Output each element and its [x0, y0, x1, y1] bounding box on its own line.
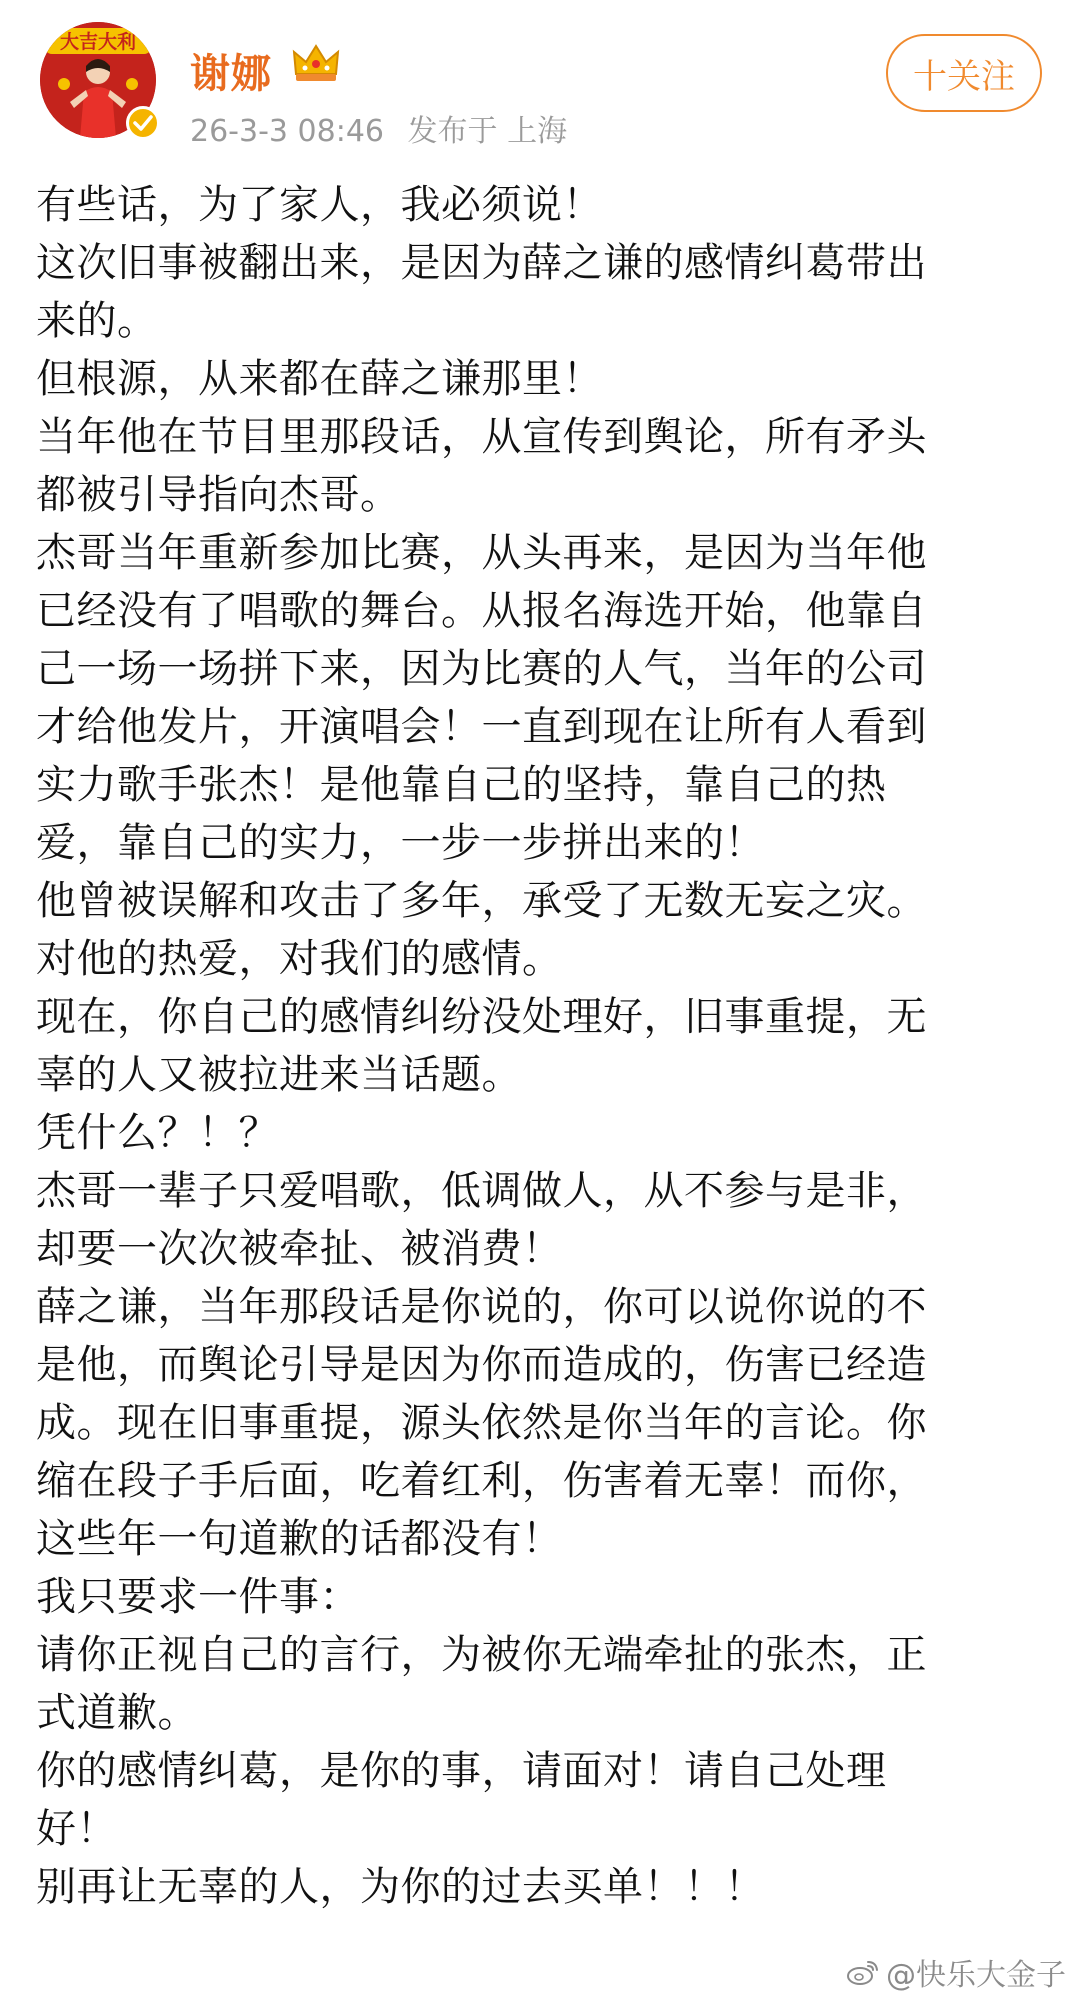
watermark [846, 1950, 1066, 1994]
post-line: 辜的人又被拉进来当话题。 [36, 1052, 522, 1098]
post-line: 现在，你自己的感情纠纷没处理好，旧事重提，无 [36, 994, 927, 1040]
post-line: 才给他发片，开演唱会！一直到现在让所有人看到 [36, 704, 927, 750]
post-line: 凭什么？！？ [36, 1110, 279, 1156]
post-line: 好！ [36, 1806, 117, 1852]
post-meta [190, 106, 581, 150]
post-line: 对他的热爱，对我们的感情。 [36, 936, 563, 982]
verified-badge-icon [126, 106, 160, 140]
avatar-container[interactable] [40, 22, 156, 138]
user-name[interactable]: 谢娜 [190, 51, 272, 97]
post-line: 但根源，从来都在薛之谦那里！ [36, 356, 603, 402]
follow-button[interactable]: 十关注 [886, 34, 1042, 112]
post-line: 当年他在节目里那段话，从宣传到舆论，所有矛头 [36, 414, 927, 460]
avatar-text: 大吉大利 [59, 31, 137, 53]
post-line: 却要一次次被牵扯、被消费！ [36, 1226, 563, 1272]
post-line: 我只要求一件事： [36, 1574, 360, 1620]
post-line: 有些话，为了家人，我必须说！ [36, 182, 603, 228]
post-line: 这些年一句道歉的话都没有！ [36, 1516, 563, 1562]
post-line: 己一场一场拼下来，因为比赛的人气，当年的公司 [36, 646, 927, 692]
post-line: 已经没有了唱歌的舞台。从报名海选开始，他靠自 [36, 588, 927, 634]
post-line: 是他，而舆论引导是因为你而造成的，伤害已经造 [36, 1342, 927, 1388]
post-line: 他曾被误解和攻击了多年，承受了无数无妄之灾。 [36, 878, 927, 924]
post-line: 式道歉。 [36, 1690, 198, 1736]
post-line: 实力歌手张杰！是他靠自己的坚持，靠自己的热 [36, 762, 887, 808]
crown-icon [290, 40, 342, 84]
post-line: 成。现在旧事重提，源头依然是你当年的言论。你 [36, 1400, 927, 1446]
post-location: 发布于 上海 [407, 114, 568, 149]
post-line: 杰哥一辈子只爱唱歌，低调做人，从不参与是非， [36, 1168, 927, 1214]
post-header [0, 0, 1080, 170]
post-line: 你的感情纠葛，是你的事，请面对！请自己处理 [36, 1748, 887, 1794]
post-line: 杰哥当年重新参加比赛，从头再来，是因为当年他 [36, 530, 927, 576]
post-body [36, 176, 1036, 1916]
weibo-logo-icon [846, 1958, 880, 1986]
post-date: 26-3-3 08:46 [190, 114, 384, 149]
post-line: 这次旧事被翻出来，是因为薛之谦的感情纠葛带出 [36, 240, 927, 286]
post-line: 请你正视自己的言行，为被你无端牵扯的张杰，正 [36, 1632, 927, 1678]
post-line: 爱，靠自己的实力，一步一步拼出来的！ [36, 820, 765, 866]
post-line: 薛之谦，当年那段话是你说的，你可以说你说的不 [36, 1284, 927, 1330]
post-line: 别再让无辜的人，为你的过去买单！！！ [36, 1864, 765, 1910]
post-line: 来的。 [36, 298, 158, 344]
post-line: 缩在段子手后面，吃着红利，伤害着无辜！而你， [36, 1458, 927, 1504]
post-line: 都被引导指向杰哥。 [36, 472, 401, 518]
watermark-text: @快乐大金子 [886, 1958, 1066, 1993]
